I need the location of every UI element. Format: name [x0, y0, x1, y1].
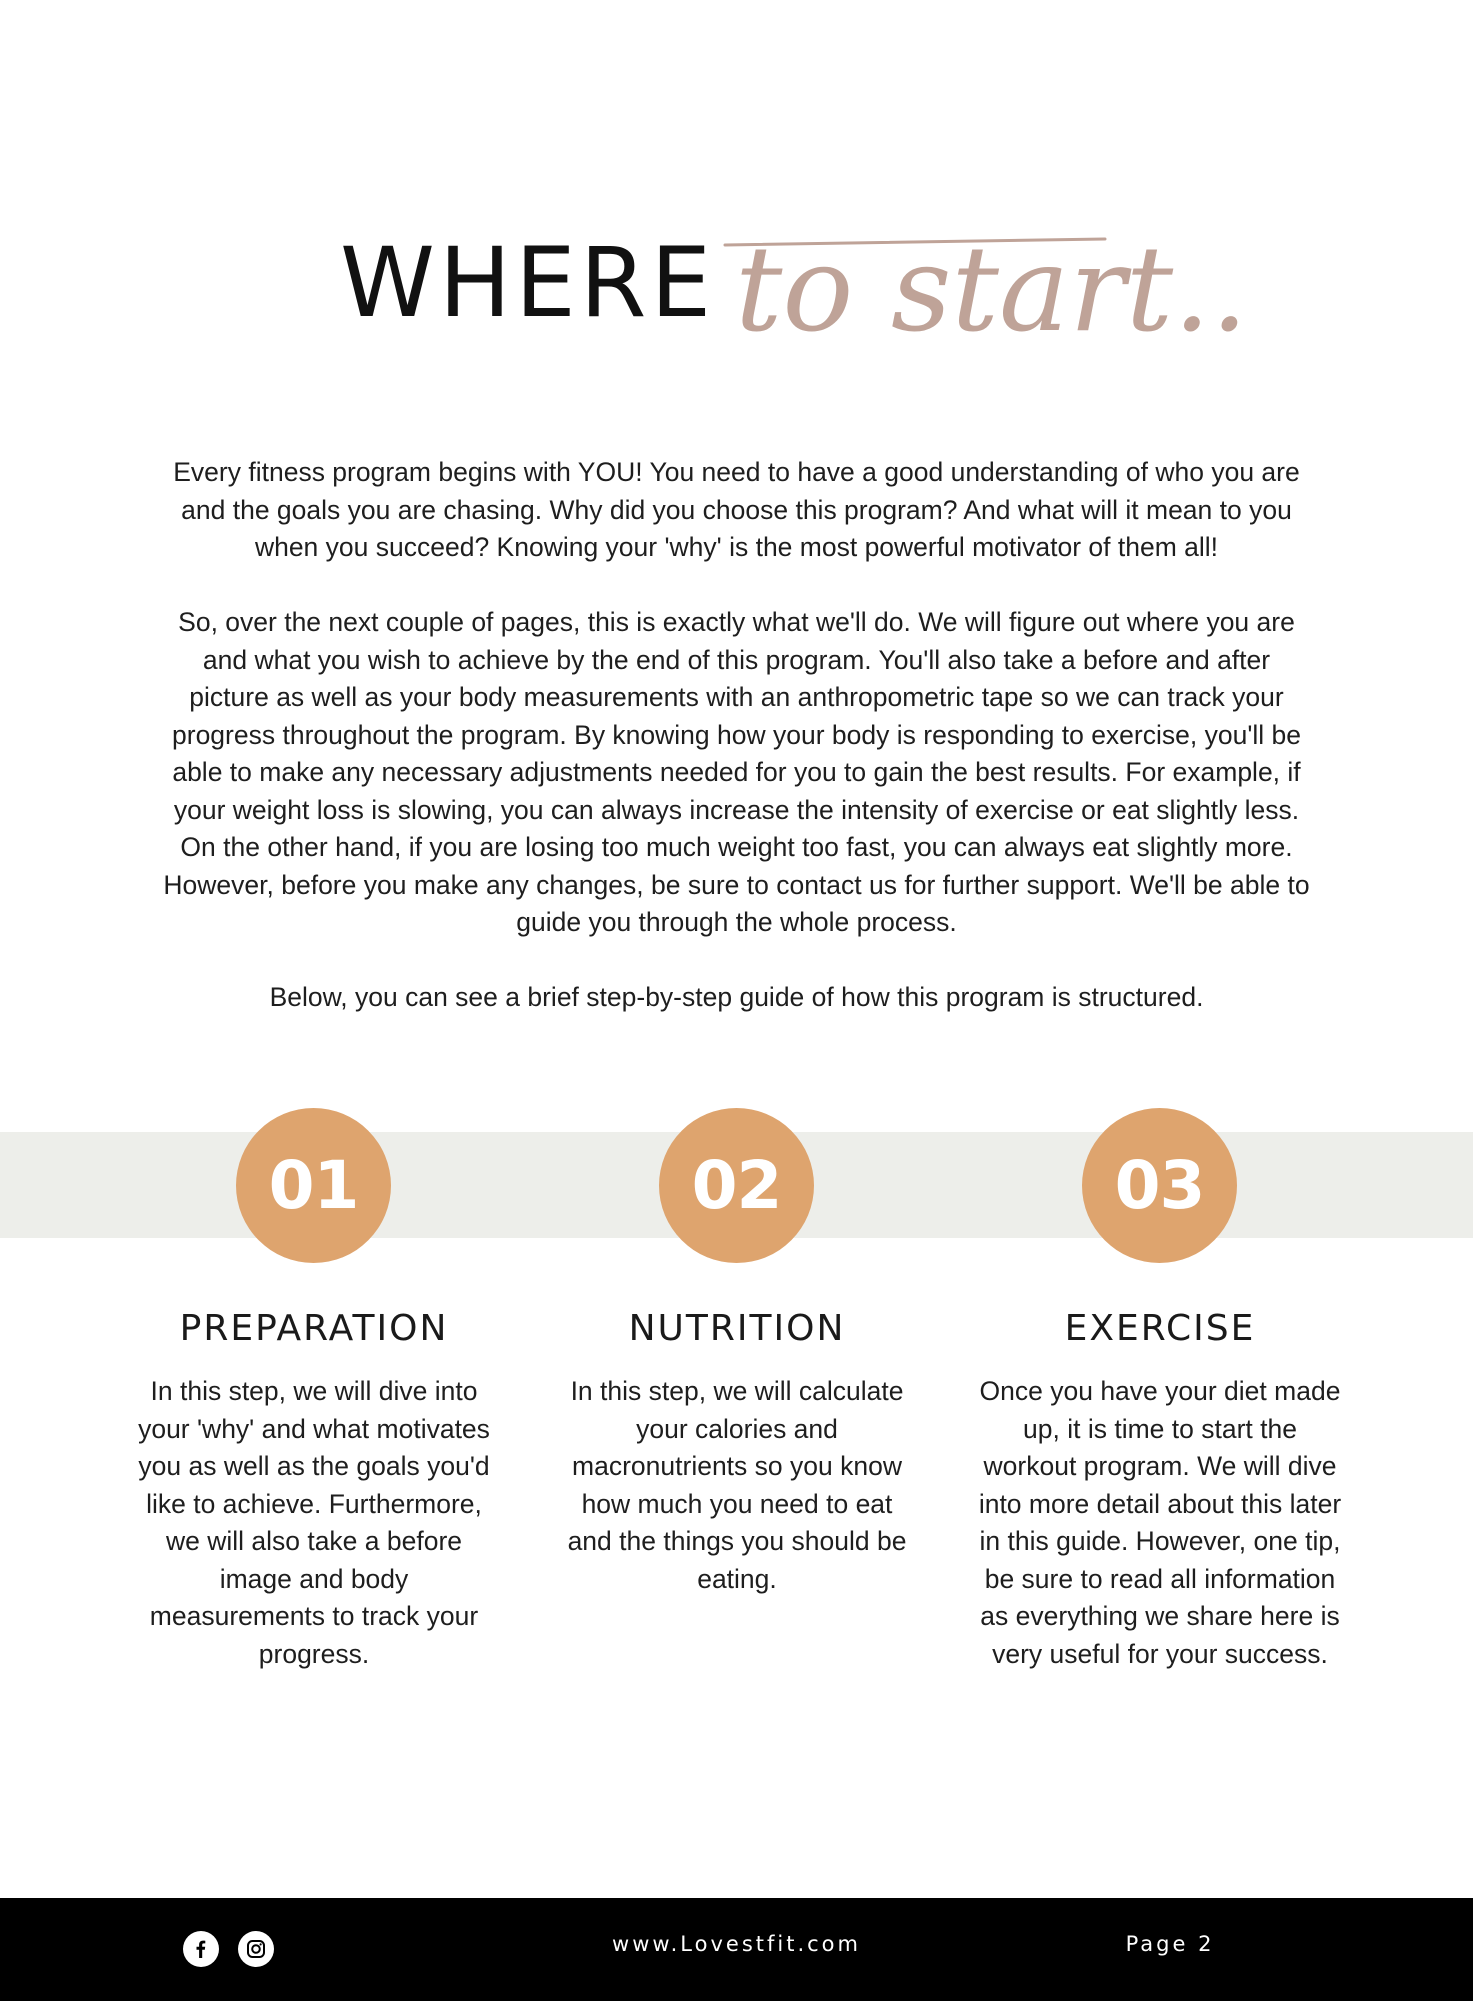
- step-1-text: In this step, we will dive into your 'why' and what motivates you as well as the goals you'd like to achieve. Furthermore, we will also take a before image and body measurements to track your progress.: [138, 1376, 490, 1669]
- step-3-title: EXERCISE: [1064, 1308, 1256, 1349]
- page-number: Page 2: [1125, 1932, 1215, 1956]
- footer: [0, 1898, 1473, 2001]
- intro-paragraph-2: So, over the next couple of pages, this is exactly what we'll do. We will figure out where you are and what you wish to achieve by the end of this program. You'll also take a before and after picture as well as your body measurements with an anthropometric tape so we can track your progress throughout the program. By knowing how your body is responding to exercise, you'll be able to make any necessary adjustments needed for you to gain the best results. For example, if your weight loss is slowing, you can always increase the intensity of exercise or eat slightly less. On the other hand, if you are losing too much weight too fast, you can always eat slightly more. However, before you make any changes, be sure to contact us for further support. We'll be able to guide you through the whole process.: [163, 607, 1310, 937]
- facebook-icon[interactable]: [183, 1931, 219, 1967]
- intro-paragraph-1: Every fitness program begins with YOU! You need to have a good understanding of who you are and the goals you are chasing. Why did you choose this program? And what will it mean to you when you succeed? Knowing your 'why' is the most powerful motivator of them all!: [173, 457, 1300, 562]
- step-1-title: PREPARATION: [179, 1308, 449, 1349]
- intro-paragraph-3: Below, you can see a brief step-by-step guide of how this program is structured.: [269, 982, 1204, 1012]
- step-3-text: Once you have your diet made up, it is time to start the workout program. We will dive into more detail about this later in this guide. However, one tip, be sure to read all information as everything we share here is very useful for your success.: [978, 1376, 1342, 1669]
- step-1-column: [124, 1305, 504, 1673]
- website-link[interactable]: www.Lovestfit.com: [612, 1932, 861, 1956]
- intro-text: [160, 454, 1313, 1054]
- step-1-number-badge: 01: [236, 1108, 391, 1263]
- step-2-title: NUTRITION: [628, 1308, 846, 1349]
- step-2-column: [547, 1305, 927, 1598]
- page-title: [0, 215, 1473, 415]
- title-script: [725, 205, 1249, 405]
- step-2-number-badge: 02: [659, 1108, 814, 1263]
- step-2-text: In this step, we will calculate your calories and macronutrients so you know how much you need to eat and the things you should be eating.: [567, 1376, 907, 1594]
- title-script-text: to start..: [735, 220, 1249, 358]
- step-3-number-badge: 03: [1082, 1108, 1237, 1263]
- instagram-icon[interactable]: [238, 1931, 274, 1967]
- step-3-column: [970, 1305, 1350, 1673]
- title-main: WHERE: [340, 227, 716, 339]
